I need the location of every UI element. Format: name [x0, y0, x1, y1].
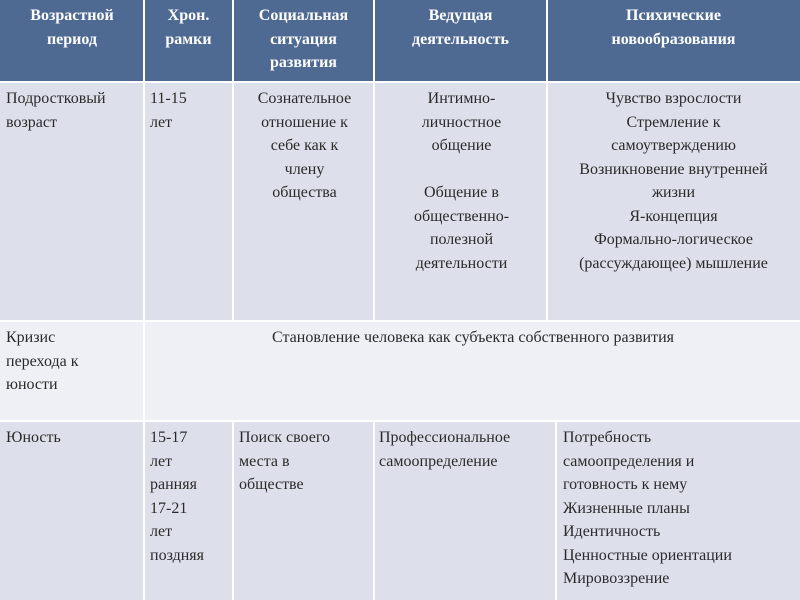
grid-line [0, 81, 800, 83]
adolescence-neoformation-line: Формально-логическое [594, 231, 753, 248]
grid-line [232, 0, 234, 321]
adolescence-frame-line: 11-15 [150, 90, 187, 107]
header-leading-activity-line: Ведущая [428, 7, 493, 24]
youth-leading-activity [374, 421, 556, 600]
grid-line [373, 421, 375, 600]
header-neoformations-line: новообразования [611, 30, 736, 48]
header-neoformations-line: Психические [626, 7, 721, 24]
activity-spacer [380, 158, 543, 182]
adolescence-activity-line: общественно- [413, 207, 510, 225]
grid-line [546, 0, 548, 321]
youth-frame-line: лет [150, 523, 173, 540]
grid-line [0, 420, 800, 422]
crisis-period-line: перехода к [6, 352, 79, 370]
header-leading-activity-line: деятельность [412, 30, 509, 48]
adolescence-leading-activity [374, 82, 547, 321]
adolescence-social-line: отношение к [261, 113, 348, 131]
adolescence-period [0, 82, 144, 321]
adolescence-activity-line: общение [431, 137, 492, 154]
youth-frame-line: поздняя [150, 546, 205, 564]
grid-line [373, 0, 375, 321]
youth-frame-line: лет [150, 452, 173, 470]
adolescence-social-line: Сознательное [257, 90, 352, 107]
header-chron-frame [144, 0, 233, 82]
youth-frame [144, 421, 233, 600]
header-age-period [0, 0, 144, 82]
adolescence-neoformation-line: самоутверждению [611, 137, 736, 154]
adolescence-frame-line: лет [150, 113, 173, 131]
adolescence-neoformations [547, 82, 800, 321]
header-social-situation-line: ситуация [270, 30, 337, 48]
youth-activity-line: Профессиональное [379, 429, 511, 446]
youth-social-line: места в [239, 452, 290, 470]
header-age-period-line: Возрастной [30, 7, 114, 24]
youth-frame-line: 15-17 [150, 429, 188, 446]
adolescence-period-line: Подростковый [6, 90, 106, 107]
adolescence-social-situation [233, 82, 374, 321]
header-leading-activity [374, 0, 547, 82]
crisis-period-line: Кризис [6, 329, 56, 346]
adolescence-neoformation-line: (рассуждающее) мышление [579, 254, 768, 272]
youth-neoformation-line: Мировоззрение [563, 570, 670, 587]
adolescence-activity-line: личностное [421, 113, 502, 131]
youth-social-line: Поиск своего [239, 429, 330, 446]
adolescence-frame [144, 82, 233, 321]
header-social-situation-line: Социальная [258, 7, 349, 24]
adolescence-neoformation-line: Чувство взрослости [605, 90, 742, 107]
youth-neoformation-line: Жизненные планы [563, 499, 690, 517]
adolescence-neoformation-line: Возникновение внутренней [579, 160, 768, 178]
youth-frame-line: ранняя [150, 476, 197, 493]
youth-frame-line: 17-21 [150, 499, 188, 517]
crisis-period-line: юности [6, 376, 58, 393]
adolescence-activity-line: полезной [429, 231, 494, 248]
header-social-situation-line: развития [270, 54, 337, 71]
crisis-description [144, 321, 800, 421]
youth-neoformation-line: самоопределения и [563, 452, 695, 470]
grid-line [0, 320, 800, 322]
header-social-situation [233, 0, 374, 82]
youth-neoformation-line: Идентичность [563, 523, 661, 540]
crisis-period [0, 321, 144, 421]
youth-neoformation-line: Ценностные ориентации [563, 546, 732, 564]
youth-activity-line: самоопределение [379, 452, 498, 470]
adolescence-period-line: возраст [6, 113, 57, 131]
adolescence-activity-line: деятельности [415, 254, 508, 272]
adolescence-neoformation-line: жизни [651, 184, 696, 201]
adolescence-neoformation-line: Я-концепция [629, 207, 718, 225]
grid-line [555, 421, 557, 600]
adolescence-neoformation-line: Стремление к [626, 113, 721, 131]
adolescence-social-line: себе как к [270, 137, 339, 154]
adolescence-social-line: общества [272, 184, 337, 201]
header-chron-frame-line: Хрон. [167, 7, 210, 24]
youth-neoformations [556, 421, 800, 600]
crisis-text: Становление человека как субъекта собственного развития [272, 329, 674, 346]
header-age-period-line: период [46, 30, 98, 48]
adolescence-activity-line: Интимно- [427, 90, 496, 107]
adolescence-social-line: члену [284, 160, 325, 178]
grid-line [143, 0, 145, 600]
grid-line [232, 421, 234, 600]
youth-social-situation [233, 421, 374, 600]
youth-neoformation-line: готовность к нему [563, 476, 688, 493]
youth-social-line: обществе [239, 476, 304, 493]
youth-period-line: Юность [6, 429, 61, 446]
header-neoformations [547, 0, 800, 82]
header-chron-frame-line: рамки [165, 30, 212, 48]
youth-neoformation-line: Потребность [563, 429, 652, 446]
adolescence-activity-line: Общение в [424, 184, 499, 201]
youth-period [0, 421, 144, 600]
